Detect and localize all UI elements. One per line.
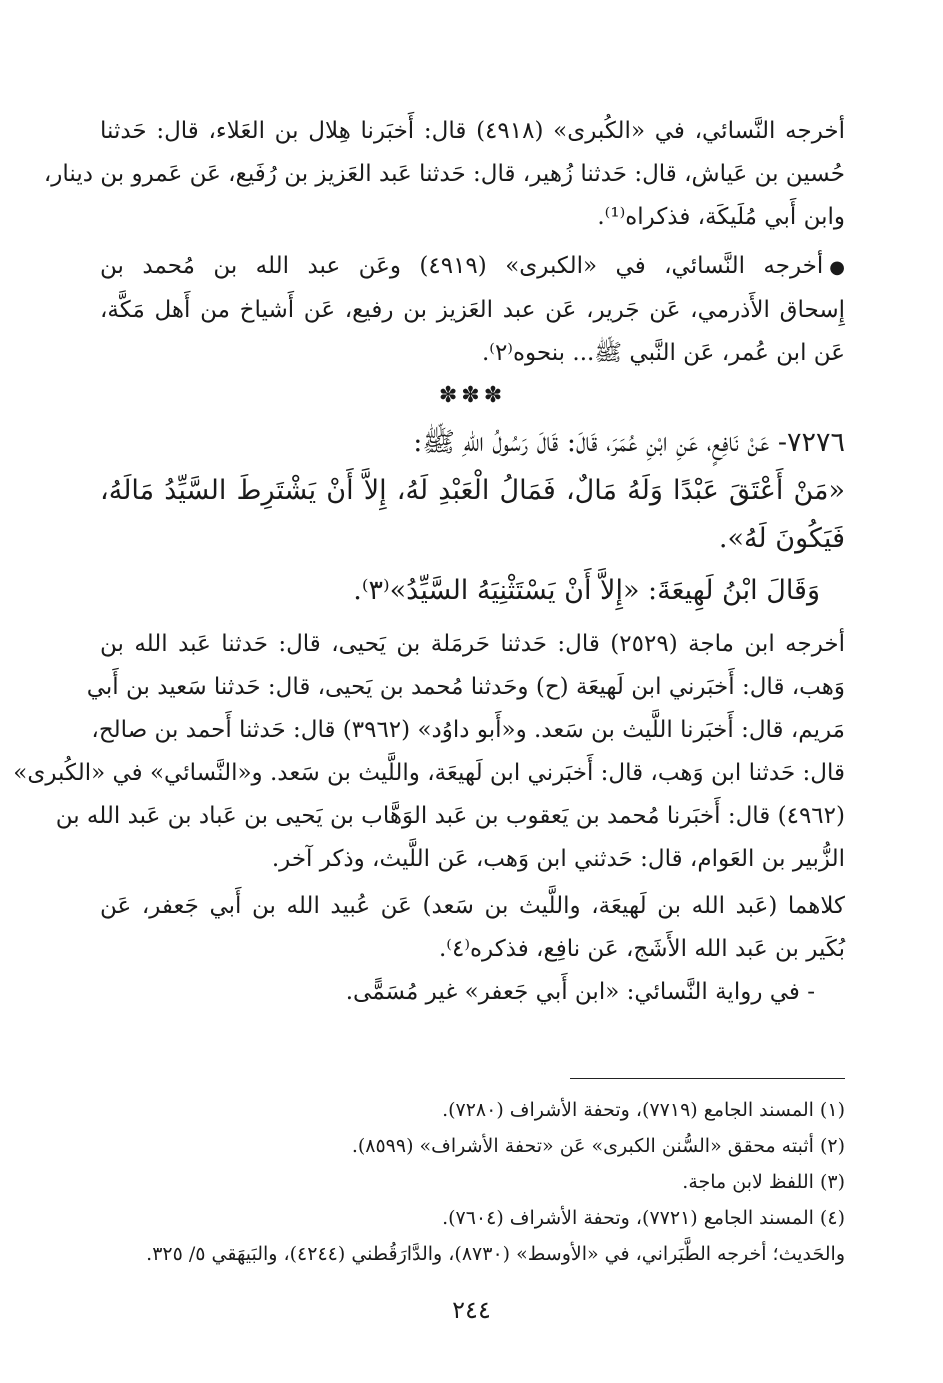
text-line: مَريم، قال: أَخبَرنا اللَّيث بن سَعد. و«أَبو داوُد» (٣٩٦٢) قال: حَدثنا أَحمد بن صالح، xyxy=(91,717,845,743)
text-line: عَن ابن عُمر، عَن النَّبي ﷺ... بنحوه⁽٢⁾. xyxy=(481,340,845,366)
page-body xyxy=(13,110,846,1014)
text-line: كلاهما (عَبد الله بن لَهيعَة، واللَّيث بن سَعد) عَن عُبيد الله بن أَبي جَعفر، عَن xyxy=(100,893,845,919)
footnote-3: (٣) اللفظ لابن ماجة. xyxy=(682,1171,845,1193)
hadith-text-line: «مَنْ أَعْتَقَ عَبْدًا وَلَهُ مَالٌ، فَمَالُ الْعَبْدِ لَهُ، إِلاَّ أَنْ يَشْتَرِطَ السَّيِّدُ مَالَهُ، xyxy=(100,475,845,506)
text-line: - في رواية النَّسائي: «ابن أَبي جَعفر» غير مُسَمًّى. xyxy=(345,979,815,1005)
footnote-4-continuation: والحَديث؛ أخرجه الطَّبَراني، في «الأوسط» (٨٧٣٠)، والدَّارَقُطني (٤٢٤٤)، والبَيهَقي ٥/ ٣٢٥. xyxy=(146,1243,845,1265)
bullet-dot-icon: ● xyxy=(829,257,845,278)
hadith-header xyxy=(100,419,845,563)
paragraph-kubra-4919 xyxy=(100,245,845,375)
text-line: حُسين بن عَياش، قال: حَدثنا زُهير، قال: حَدثنا عَبد العَزيز بن رُفَيع، عَن عَمرو بن دينار، xyxy=(43,161,845,187)
page-number: ٢٤٤ xyxy=(452,1296,491,1324)
section-separator: ✽✽✽ xyxy=(438,383,507,408)
footnotes xyxy=(100,1092,845,1272)
text-line-with-bullet xyxy=(100,245,845,289)
text-line: وَهب، قال: أَخبَرني ابن لَهيعَة (ح) وحَدثنا مُحمد بن يَحيى، قال: حَدثنا سَعيد بن أَبي xyxy=(86,674,845,700)
hadith-number-line: ٧٢٧٦- عَنْ نَافِعٍ، عَنِ ابْنِ عُمَرَ، قَالَ: قَالَ رَسُولُ اللهِ ﷺ: xyxy=(413,427,845,458)
text-line: قال: حَدثنا ابن وَهب، قال: أَخبَرني ابن لَهيعَة، واللَّيث بن سَعد. و«النَّسائي» في «الكُبرى» xyxy=(13,760,845,786)
paragraph-ibn-majah xyxy=(13,623,845,881)
paragraph-kubra-4918 xyxy=(43,110,846,239)
text-fragment: أخرجه النَّسائي، في «الكبرى» (٤٩١٩) وعَن عبد الله بن مُحمد بن xyxy=(100,253,824,279)
hadith-text-line: فَيَكُونَ لَهُ». xyxy=(718,523,845,554)
footnote-divider xyxy=(570,1078,845,1079)
paragraph-kilahuma xyxy=(100,885,845,971)
text-line: إِسحاق الأَذرمي، عَن جَرير، عَن عبد العَزيز بن رفيع، عَن أَشياخ من أَهل مَكَّة، xyxy=(100,297,845,323)
text-line: الزُّبير بن العَوام، قال: حَدثني ابن وَهب، عَن اللَّيث، وذكر آخر. xyxy=(271,846,845,872)
narration-line: وَقَالَ ابْنُ لَهِيعَةَ: «إِلاَّ أَنْ يَسْتَثْنِيَهُ السَّيِّدُ»⁽٣⁾. xyxy=(353,575,820,606)
footnote-2: (٢) أثبته محقق «السُّنن الكبرى» عَن «تحفة الأشراف» (٨٥٩٩). xyxy=(351,1135,845,1157)
text-line: أخرجه ابن ماجة (٢٥٢٩) قال: حَدثنا حَرمَلة بن يَحيى، قال: حَدثنا عَبد الله بن xyxy=(100,631,845,657)
footnote-1: (١) المسند الجامع (٧٧١٩)، وتحفة الأشراف (٧٢٨٠). xyxy=(442,1099,845,1121)
riwaya-note xyxy=(100,971,845,1014)
text-line: بُكَير بن عَبد الله الأَشَج، عَن نافِع، فذكره⁽٤⁾. xyxy=(439,936,845,962)
footnote-4: (٤) المسند الجامع (٧٧٢١)، وتحفة الأشراف (٧٦٠٤). xyxy=(442,1207,845,1229)
text-line: (٤٩٦٢) قال: أَخبَرنا مُحمد بن يَعقوب بن عَبد الوَهَّاب بن يَحيى بن عَباد بن عَبد الله بن xyxy=(55,803,845,829)
text-line: وابن أَبي مُلَيكَة، فذكراه⁽¹⁾. xyxy=(597,204,845,230)
text-line: أخرجه النَّسائي، في «الكُبرى» (٤٩١٨) قال: أَخبَرنا هِلال بن العَلاء، قال: حَدثنا xyxy=(100,118,846,144)
